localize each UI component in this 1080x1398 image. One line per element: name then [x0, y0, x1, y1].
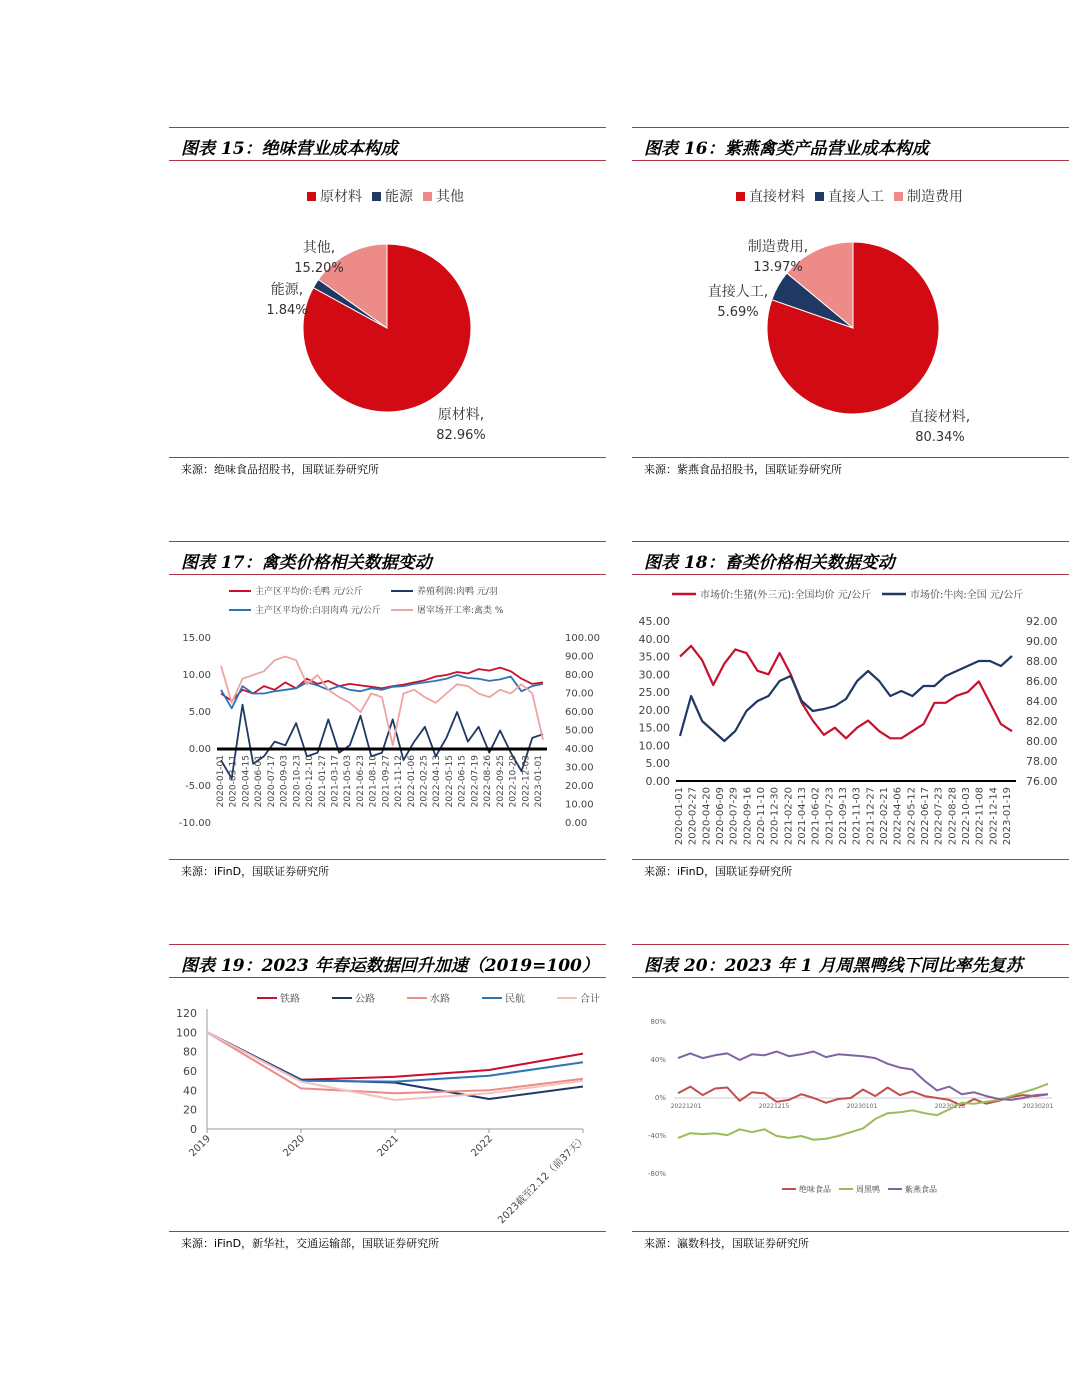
- y-tick-label: 25.00: [638, 686, 670, 700]
- legend-label: 制造费用: [907, 189, 963, 205]
- figure-18: [632, 541, 1069, 886]
- x-tick-label: 2022-09-25: [495, 755, 506, 808]
- y-tick-label: 0.00: [188, 744, 211, 755]
- slice-label: 直接材料,: [909, 409, 971, 425]
- y-tick-label: 35.00: [638, 650, 670, 664]
- figure-title: [169, 944, 606, 978]
- x-tick-label: 2021-11-12: [394, 755, 405, 808]
- figure-title-text: 图表 19：2023 年春运数据回升加速（2019=100）: [181, 956, 599, 976]
- source-text: 来源：iFinD，国联证券研究所: [181, 865, 330, 878]
- x-tick-label: 2022-10-03: [961, 787, 972, 846]
- x-tick-label: 2022-07-19: [470, 755, 481, 808]
- x-tick-label: 2020-07-29: [728, 787, 740, 846]
- legend-label: 市场价:生猪(外三元):全国均价 元/公斤: [700, 590, 872, 601]
- slice-label: 制造费用,: [747, 239, 809, 255]
- x-tick-label: 2020-03-11: [228, 755, 239, 808]
- y2-tick-label: 60.00: [565, 707, 594, 718]
- series-line: [207, 1032, 583, 1079]
- y-tick-label: 100: [176, 1026, 197, 1040]
- x-tick-label: 20230101: [846, 1103, 878, 1110]
- legend-label: 紫燕食品: [905, 1185, 937, 1194]
- x-tick-label: 2020: [281, 1133, 308, 1160]
- slice-value: 13.97%: [753, 260, 803, 275]
- pie-chart: [632, 163, 1069, 461]
- legend-label: 原材料: [320, 189, 362, 205]
- x-tick-label: 2020-09-16: [742, 787, 754, 846]
- slice-value: 15.20%: [294, 261, 344, 276]
- legend-swatch: [423, 192, 432, 201]
- line-chart: [169, 577, 606, 855]
- figure-source: [632, 1231, 1069, 1253]
- y2-tick-label: 70.00: [565, 688, 594, 700]
- x-tick-label: 2022-06-17: [920, 787, 931, 846]
- legend-swatch: [815, 192, 824, 201]
- figure-20: [632, 944, 1069, 1259]
- figure-title-text: 图表 18：畜类价格相关数据变动: [644, 553, 895, 573]
- x-tick-label: 2021-07-23: [824, 787, 836, 846]
- x-tick-label: 2020-07-17: [266, 755, 277, 808]
- y-tick-label: 0.00: [645, 775, 670, 788]
- x-tick-label: 20230201: [1022, 1103, 1054, 1110]
- y2-tick-label: 84.00: [1026, 695, 1058, 708]
- legend-label: 直接材料: [749, 189, 805, 205]
- y2-tick-label: 100.00: [565, 633, 600, 644]
- x-tick-label: 2020-02-27: [687, 787, 699, 846]
- x-tick-label: 2020-12-30: [769, 787, 781, 846]
- legend-label: 周黑鸭: [856, 1185, 880, 1194]
- slice-label: 直接人工,: [707, 284, 769, 300]
- figure-title-text: 图表 16：紫燕禽类产品营业成本构成: [644, 139, 929, 159]
- legend-label: 直接人工: [828, 189, 884, 205]
- y-tick-label: 5.00: [645, 757, 670, 771]
- x-tick-label: 2022-01-06: [406, 755, 417, 808]
- y2-tick-label: 10.00: [565, 799, 594, 811]
- x-tick-label: 20221215: [758, 1103, 790, 1110]
- x-tick-label: 2021-11-03: [851, 787, 863, 846]
- y2-tick-label: 50.00: [565, 725, 594, 737]
- x-tick-label: 2023-01-01: [534, 755, 544, 808]
- y-tick-label: 0%: [654, 1094, 666, 1102]
- x-tick-label: 2022-12-03: [521, 755, 532, 808]
- x-tick-label: 2019: [187, 1133, 214, 1160]
- x-tick-label: 2021-06-02: [810, 787, 822, 846]
- series-line: [221, 675, 543, 708]
- figure-title: [169, 127, 606, 161]
- line-chart: [169, 980, 606, 1228]
- line-chart: [632, 577, 1069, 855]
- legend-label: 公路: [355, 994, 375, 1005]
- figure-source: [632, 457, 1069, 479]
- series-line: [680, 656, 1012, 741]
- x-tick-label: 2022-02-21: [879, 787, 890, 846]
- x-tick-label: 2022-04-13: [432, 755, 443, 808]
- y2-tick-label: 86.00: [1026, 675, 1058, 688]
- pie-chart: [169, 163, 606, 461]
- series-line: [221, 668, 543, 701]
- y2-tick-label: 76.00: [1026, 775, 1058, 788]
- x-tick-label: 2022-07-23: [933, 787, 945, 846]
- slice-value: 1.84%: [266, 303, 308, 318]
- y2-tick-label: 92.00: [1026, 615, 1058, 628]
- y-tick-label: 80%: [650, 1018, 666, 1026]
- figure-source: [632, 859, 1069, 881]
- legend-label: 绝味食品: [799, 1185, 831, 1194]
- legend-label: 主产区平均价:毛鸭 元/公斤: [255, 587, 363, 597]
- x-tick-label: 20230115: [934, 1103, 966, 1110]
- y2-tick-label: 40.00: [565, 744, 594, 755]
- figure-19: [169, 944, 606, 1259]
- legend-label: 合计: [580, 994, 600, 1005]
- source-text: 来源：紫燕食品招股书，国联证券研究所: [644, 463, 842, 476]
- figure-title-text: 图表 15：绝味营业成本构成: [181, 139, 398, 159]
- figure-source: [169, 1231, 606, 1253]
- y2-tick-label: 30.00: [565, 762, 594, 774]
- x-tick-label: 2022-08-28: [947, 787, 959, 846]
- figure-title-text: 图表 17：禽类价格相关数据变动: [181, 553, 432, 573]
- y-tick-label: -10.00: [178, 818, 211, 829]
- figure-title: [169, 541, 606, 575]
- source-text: 来源：iFinD，新华社，交通运输部，国联证券研究所: [181, 1237, 440, 1250]
- series-line: [207, 1032, 583, 1081]
- x-tick-label: 2020-06-09: [715, 787, 726, 846]
- x-tick-label: 2020-01-01: [216, 755, 226, 808]
- figure-title: [632, 127, 1069, 161]
- x-tick-label: 2022-05-15: [444, 755, 455, 808]
- x-tick-label: 2021-06-23: [355, 755, 366, 808]
- y2-tick-label: 80.00: [1026, 735, 1058, 748]
- x-tick-label: 2021-08-10: [368, 755, 379, 808]
- x-tick-label: 2021-04-13: [797, 787, 808, 846]
- x-tick-label: 2022-06-15: [457, 755, 468, 808]
- y2-tick-label: 90.00: [565, 651, 594, 663]
- x-tick-label: 2020-09-03: [279, 755, 290, 808]
- x-tick-label: 2020-06-01: [254, 755, 265, 808]
- source-text: 来源：iFinD，国联证券研究所: [644, 865, 793, 878]
- legend-swatch: [307, 192, 316, 201]
- y-tick-label: 20: [183, 1103, 197, 1117]
- x-tick-label: 2020-10-23: [292, 755, 303, 808]
- figure-15: [169, 127, 606, 476]
- legend-swatch: [736, 192, 745, 201]
- x-tick-label: 2021-09-27: [381, 755, 392, 808]
- y2-tick-label: 88.00: [1026, 655, 1058, 668]
- figure-17: [169, 541, 606, 886]
- y-tick-label: 120: [176, 1007, 197, 1020]
- x-tick-label: 2021-09-13: [838, 787, 849, 846]
- y-tick-label: 80: [183, 1045, 197, 1059]
- legend-swatch: [372, 192, 381, 201]
- series-line: [678, 1052, 1048, 1100]
- y-tick-label: 30.00: [638, 668, 670, 682]
- legend-label: 能源: [385, 189, 413, 205]
- legend-label: 养殖利润:肉鸭 元/羽: [417, 587, 498, 597]
- y-tick-label: 45.00: [638, 615, 670, 628]
- y-tick-label: 40%: [650, 1056, 666, 1064]
- x-tick-label: 2022-08-26: [483, 755, 494, 808]
- legend-label: 其他: [436, 189, 464, 205]
- y2-tick-label: 20.00: [565, 781, 594, 792]
- y-tick-label: 40.00: [638, 632, 670, 646]
- x-tick-label: 2021-01-27: [317, 755, 328, 808]
- legend-swatch: [894, 192, 903, 201]
- x-tick-label: 2022: [469, 1133, 496, 1160]
- x-tick-label: 2020-11-10: [756, 787, 767, 846]
- y-tick-label: 60: [183, 1065, 197, 1078]
- x-tick-label: 2022-04-06: [892, 787, 904, 846]
- figure-title-text: 图表 20：2023 年 1 月周黑鸭线下同比率先复苏: [644, 956, 1023, 976]
- y-tick-label: 10.00: [638, 739, 670, 753]
- x-tick-label: 2021-12-27: [865, 787, 877, 846]
- y-tick-label: 15.00: [638, 721, 670, 735]
- x-tick-label: 2020-04-20: [701, 787, 713, 846]
- x-tick-label: 2021-03-17: [330, 755, 341, 808]
- x-tick-label: 2022-10-29: [508, 755, 519, 808]
- legend-label: 水路: [430, 994, 450, 1005]
- y-tick-label: -40%: [647, 1132, 666, 1140]
- x-tick-label: 2020-04-15: [241, 755, 252, 808]
- series-line: [680, 646, 1012, 738]
- slice-label: 其他,: [302, 240, 336, 256]
- x-tick-label: 2020-12-10: [305, 755, 316, 808]
- y2-tick-label: 82.00: [1026, 715, 1058, 728]
- figure-source: [169, 859, 606, 881]
- legend-label: 民航: [505, 994, 525, 1005]
- x-tick-label: 2022-12-14: [988, 787, 1000, 846]
- y2-tick-label: 0.00: [565, 818, 588, 829]
- y-tick-label: -80%: [647, 1170, 666, 1178]
- x-tick-label: 2022-02-25: [419, 755, 430, 808]
- slice-label: 原材料,: [437, 407, 485, 423]
- y-tick-label: 15.00: [182, 633, 211, 644]
- slice-value: 80.34%: [915, 430, 965, 445]
- y2-tick-label: 80.00: [565, 670, 594, 681]
- legend-label: 主产区平均价:白羽肉鸡 元/公斤: [255, 606, 381, 616]
- line-chart: [632, 980, 1069, 1228]
- x-tick-label: 2022-05-12: [906, 787, 918, 846]
- slice-label: 能源,: [270, 282, 304, 298]
- y-tick-label: -5.00: [185, 781, 211, 792]
- x-tick-label: 2021: [375, 1133, 402, 1160]
- legend-label: 屠宰场开工率:禽类 %: [417, 606, 504, 616]
- x-tick-label: 2021-02-20: [783, 787, 795, 846]
- x-tick-label: 2023-01-19: [1002, 787, 1013, 846]
- y-tick-label: 5.00: [188, 707, 211, 718]
- legend-label: 铁路: [280, 994, 300, 1005]
- y-tick-label: 20.00: [638, 703, 670, 717]
- y2-tick-label: 90.00: [1026, 635, 1058, 648]
- x-tick-label: 2022-11-08: [974, 787, 986, 846]
- x-tick-label: 2020-01-01: [674, 787, 685, 846]
- series-line: [678, 1084, 1048, 1140]
- y-tick-label: 10.00: [182, 670, 211, 681]
- figure-16: [632, 127, 1069, 476]
- slice-value: 5.69%: [717, 305, 759, 320]
- figure-source: [169, 457, 606, 479]
- source-text: 来源：瀛数科技，国联证券研究所: [644, 1237, 809, 1250]
- y-tick-label: 0: [190, 1123, 197, 1136]
- figure-title: [632, 541, 1069, 575]
- x-tick-label: 20221201: [670, 1103, 702, 1110]
- figure-title: [632, 944, 1069, 978]
- y2-tick-label: 78.00: [1026, 755, 1058, 768]
- slice-value: 82.96%: [436, 428, 486, 443]
- x-tick-label: 2021-05-03: [343, 755, 354, 808]
- x-tick-label: 2023截至2.12（前37天）: [496, 1133, 590, 1227]
- legend-label: 市场价:牛肉:全国 元/公斤: [910, 590, 1024, 601]
- source-text: 来源：绝味食品招股书，国联证券研究所: [181, 463, 379, 476]
- y-tick-label: 40: [183, 1084, 197, 1098]
